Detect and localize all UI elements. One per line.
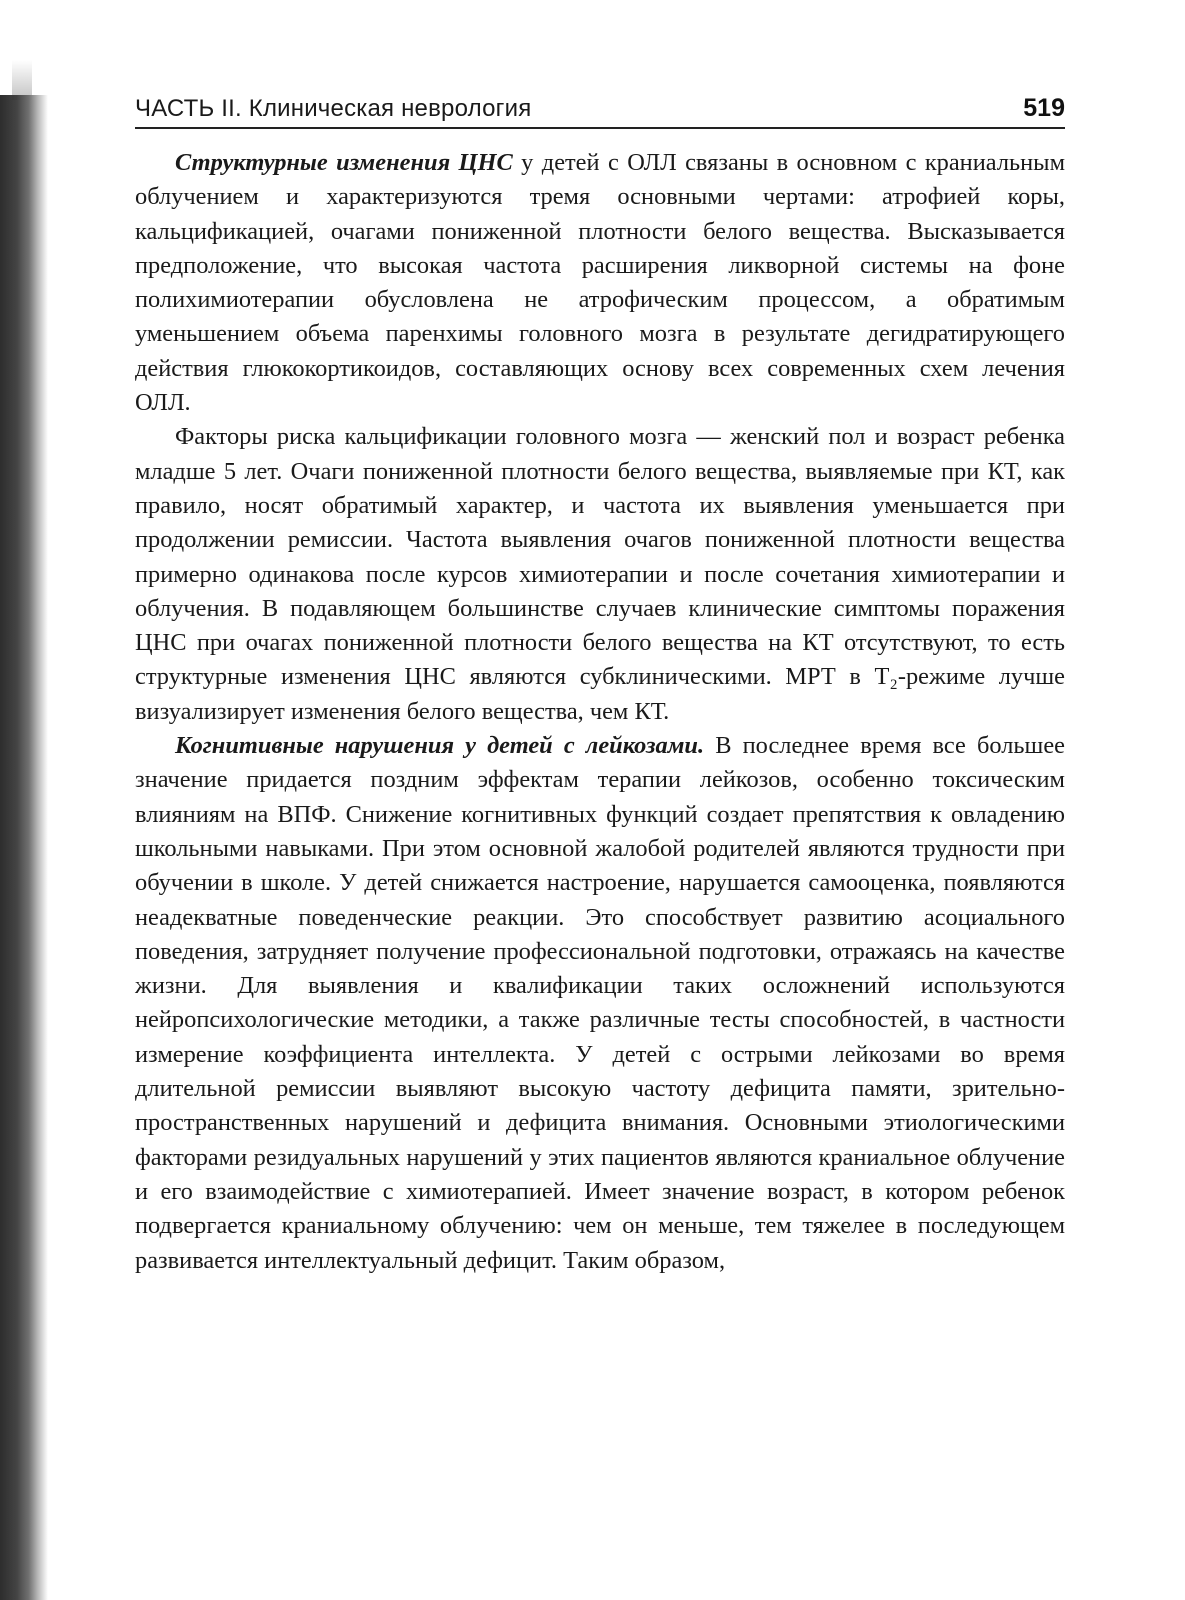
paragraph-structural-changes xyxy=(135,146,1065,420)
paragraph-cognitive-disorders xyxy=(135,729,1065,1278)
running-header xyxy=(135,93,1065,129)
page-number: 519 xyxy=(1023,94,1065,122)
paragraph-text: Факторы риска кальцификации головного мозга — женский пол и возраст ребенка младше 5 лет. Очаги пониженной плотности белого вещества, выявляемые при КТ, как правило, носят обратимый характер, и частота их выявления уменьшается при продолжении ремиссии. Частота выявления очагов пониженной плотности вещества примерно одинакова после курсов химиотерапии и после сочетания химиотерапии и облучения. В подавляющем большинстве случаев клинические симптомы поражения ЦНС при очагах пониженной плотности белого вещества на КТ отсутствуют, то есть структурные изменения ЦНС являются субклиническими. МРТ в T₂-режиме лучше визуализирует изменения белого вещества, чем КТ. xyxy=(135,423,1065,725)
paragraph-risk-factors xyxy=(135,420,1065,729)
spine-shadow xyxy=(0,95,48,1600)
paragraph-text: В последнее время все большее значение придается поздним эффектам терапии лейкозов, особенно токсическим влияниям на ВПФ. Снижение когнитивных функций создает препятствия к овладению школьными навыками. При этом основной жалобой родителей являются трудности при обучении в школе. У детей снижается настроение, нарушается самооценка, появляются неадекватные поведенческие реакции. Это способствует развитию асоциального поведения, затрудняет получение профессиональной подготовки, отражаясь на качестве жизни. Для выявления и квалификации таких осложнений используются нейропсихологические методики, а также различные тесты способностей, в частности измерение коэффициента интеллекта. У детей с острыми лейкозами во время длительной ремиссии выявляют высокую частоту дефицита памяти, зрительно-пространственных нарушений и дефицита внимания. Основными этиологическими факторами резидуальных нарушений у этих пациентов являются краниальное облучение и его взаимодействие с химиотерапией. Имеет значение возраст, в котором ребенок подвергается краниальному облучению: чем он меньше, тем тяжелее в последующем развивается интеллектуальный дефицит. Таким образом, xyxy=(135,732,1065,1274)
paragraph-lead: Структурные изменения ЦНС xyxy=(175,149,513,176)
body-text xyxy=(135,146,1065,1278)
paragraph-lead: Когнитивные нарушения у детей с лейкозами. xyxy=(175,732,705,760)
spine-shadow-top xyxy=(12,60,32,100)
running-header-title: ЧАСТЬ II. Клиническая неврология xyxy=(135,95,532,122)
paragraph-text: у детей с ОЛЛ связаны в основном с краниальным облучением и характеризуются тремя основными чертами: атрофией коры, кальцификацией, очагами пониженной плотности белого вещества. Высказывается предположение, что высокая частота расширения ликворной системы на фоне полихимиотерапии обусловлена не атрофическим процессом, а обратимым уменьшением объема паренхимы головного мозга в результате дегидратирующего действия глюкокортикоидов, составляющих основу всех современных схем лечения ОЛЛ. xyxy=(135,149,1066,417)
